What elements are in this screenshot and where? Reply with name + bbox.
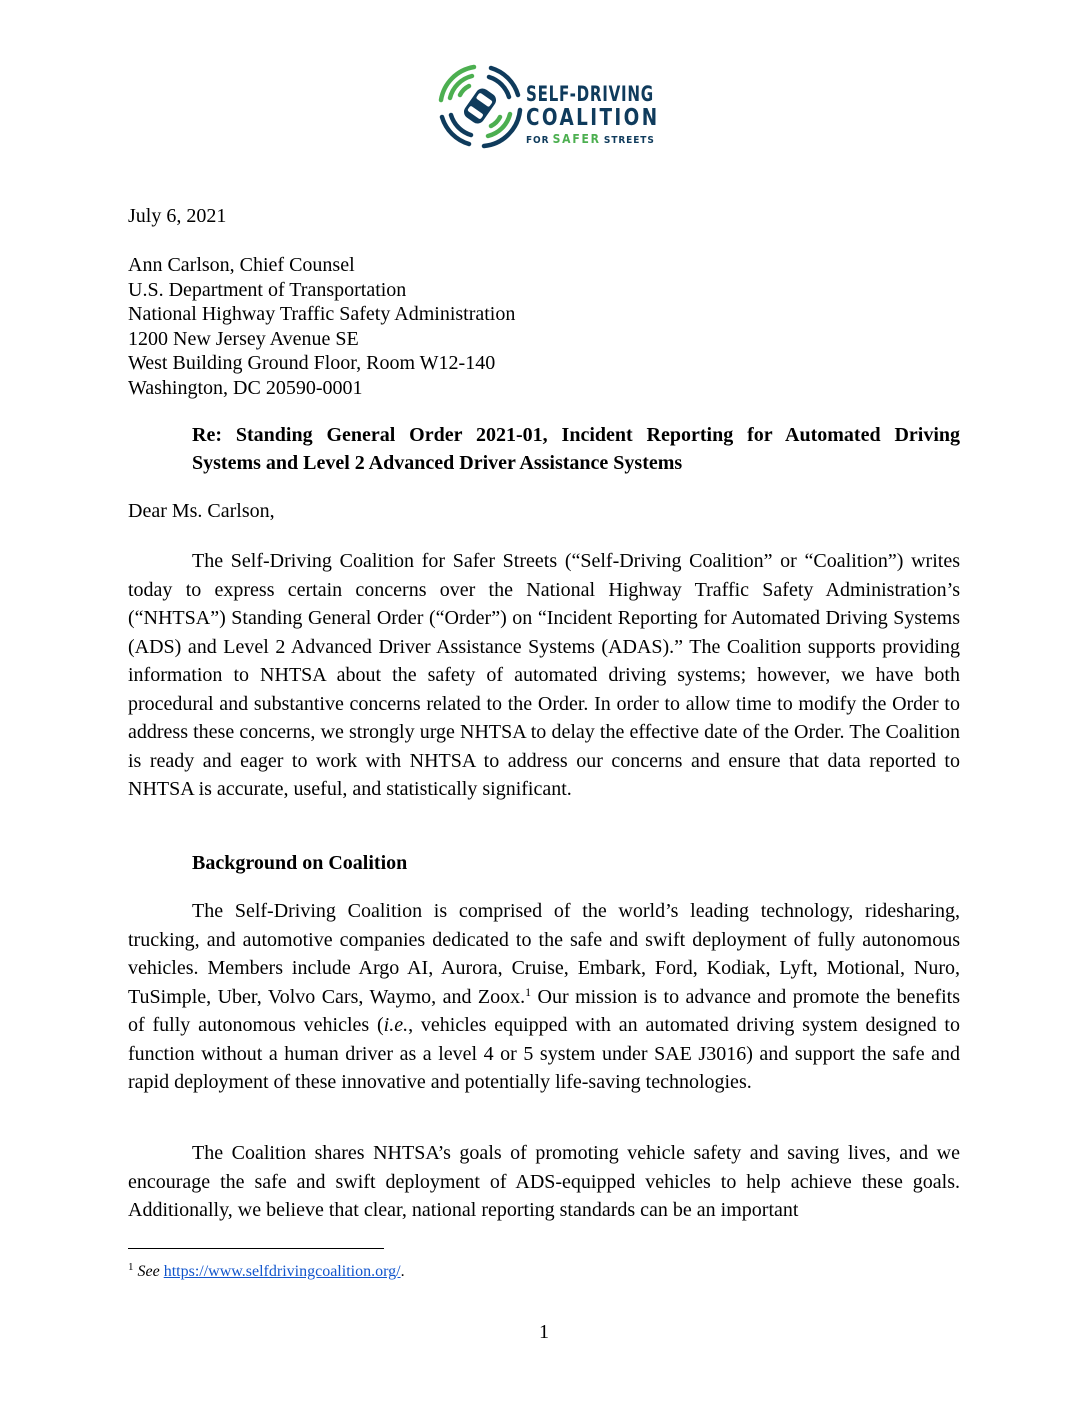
address-line: U.S. Department of Transportation — [128, 278, 407, 301]
paragraph-2-text-c: , vehicles equipped with an automated driving system designed to function without a human driver as a level 4 or 5 system under SAE J3016) and support the safe and rapid deployment of these innovative and potentially life-saving technologies. — [128, 1014, 960, 1093]
logo-tagline — [526, 132, 655, 146]
body-paragraph-3: The Coalition shares NHTSA’s goals of promoting vehicle safety and saving lives, and we encourage the safe and swift deployment of ADS-equipped vehicles to help achieve these goals. Additionally, we believe that clear, national reporting standards can be an important — [128, 1142, 960, 1221]
footnote-divider — [128, 1248, 384, 1249]
section-heading: Background on Coalition — [192, 852, 408, 874]
footnote — [128, 1262, 405, 1282]
subject-line-1: Re: Standing General Order 2021-01, Incident Reporting for Automated Driving — [192, 424, 960, 446]
logo-line-2: COALITION — [526, 105, 660, 131]
self-driving-car-logo-icon — [436, 62, 524, 150]
footnote-see: See — [137, 1263, 160, 1280]
paragraph-2-text-b: Our mission is to advance and promote the benefits of fully autonomous vehicles ( — [128, 985, 960, 1036]
salutation: Dear Ms. Carlson, — [128, 500, 275, 522]
logo-tag-streets: STREETS — [603, 135, 655, 146]
address-line: Washington, DC 20590-0001 — [128, 376, 363, 399]
subject-line-2: Systems and Level 2 Advanced Driver Assistance Systems — [192, 452, 683, 474]
address-line: National Highway Traffic Safety Administration — [128, 303, 516, 326]
footnote-number: 1 — [128, 1261, 134, 1273]
address-line: 1200 New Jersey Avenue SE — [128, 327, 359, 350]
coalition-logo — [436, 62, 676, 158]
address-line: Ann Carlson, Chief Counsel — [128, 254, 355, 276]
body-paragraph-1: The Self-Driving Coalition for Safer Streets (“Self-Driving Coalition” or “Coalition”) writes today to express certain concerns over the National Highway Traffic Safety Administration’s (“NHTSA”) Standing General Order (“Order”) on “Incident Reporting for Automated Driving Systems (ADS) and Level 2 Advanced Driver Assistance Systems (ADAS).” The Coalition supports providing information to NHTSA about the safety of automated driving systems; however, we have both procedural and substantive concerns related to the Order. In order to allow time to modify the Order to address these concerns, we strongly urge NHTSA to delay the effective date of the Order. The Coalition is ready and eager to work with NHTSA to address our concerns and ensure that data reported to NHTSA is accurate, useful, and statistically significant. — [128, 550, 960, 800]
footnote-reference[interactable]: 1 — [525, 984, 532, 999]
logo-tag-for: FOR — [526, 135, 550, 146]
page-number: 1 — [539, 1321, 549, 1343]
logo-tag-safer: SAFER — [552, 132, 601, 146]
footnote-end: . — [400, 1263, 405, 1280]
address-line: West Building Ground Floor, Room W12-140 — [128, 352, 496, 375]
ie-abbreviation: i.e. — [383, 1014, 409, 1036]
footnote-link[interactable]: https://www.selfdrivingcoalition.org/ — [163, 1263, 401, 1280]
body-paragraph-2 — [128, 897, 960, 1097]
letter-date: July 6, 2021 — [128, 205, 227, 227]
subject-line — [192, 421, 960, 477]
recipient-address — [128, 253, 515, 401]
paragraph-2-text-a: The Self-Driving Coalition is comprised of the world’s leading technology, ridesharing, trucking, and automotive companies dedicated to the safe and swift deployment of fully autonomous vehicles. Members include Argo AI, Aurora, Cruise, Embark, Ford, Kodiak, Lyft, Motional, Nuro, TuSimple, Uber, Volvo Cars, Waymo, and Zoox. — [128, 900, 960, 1008]
logo-line-1: SELF-DRIVING — [526, 82, 654, 106]
